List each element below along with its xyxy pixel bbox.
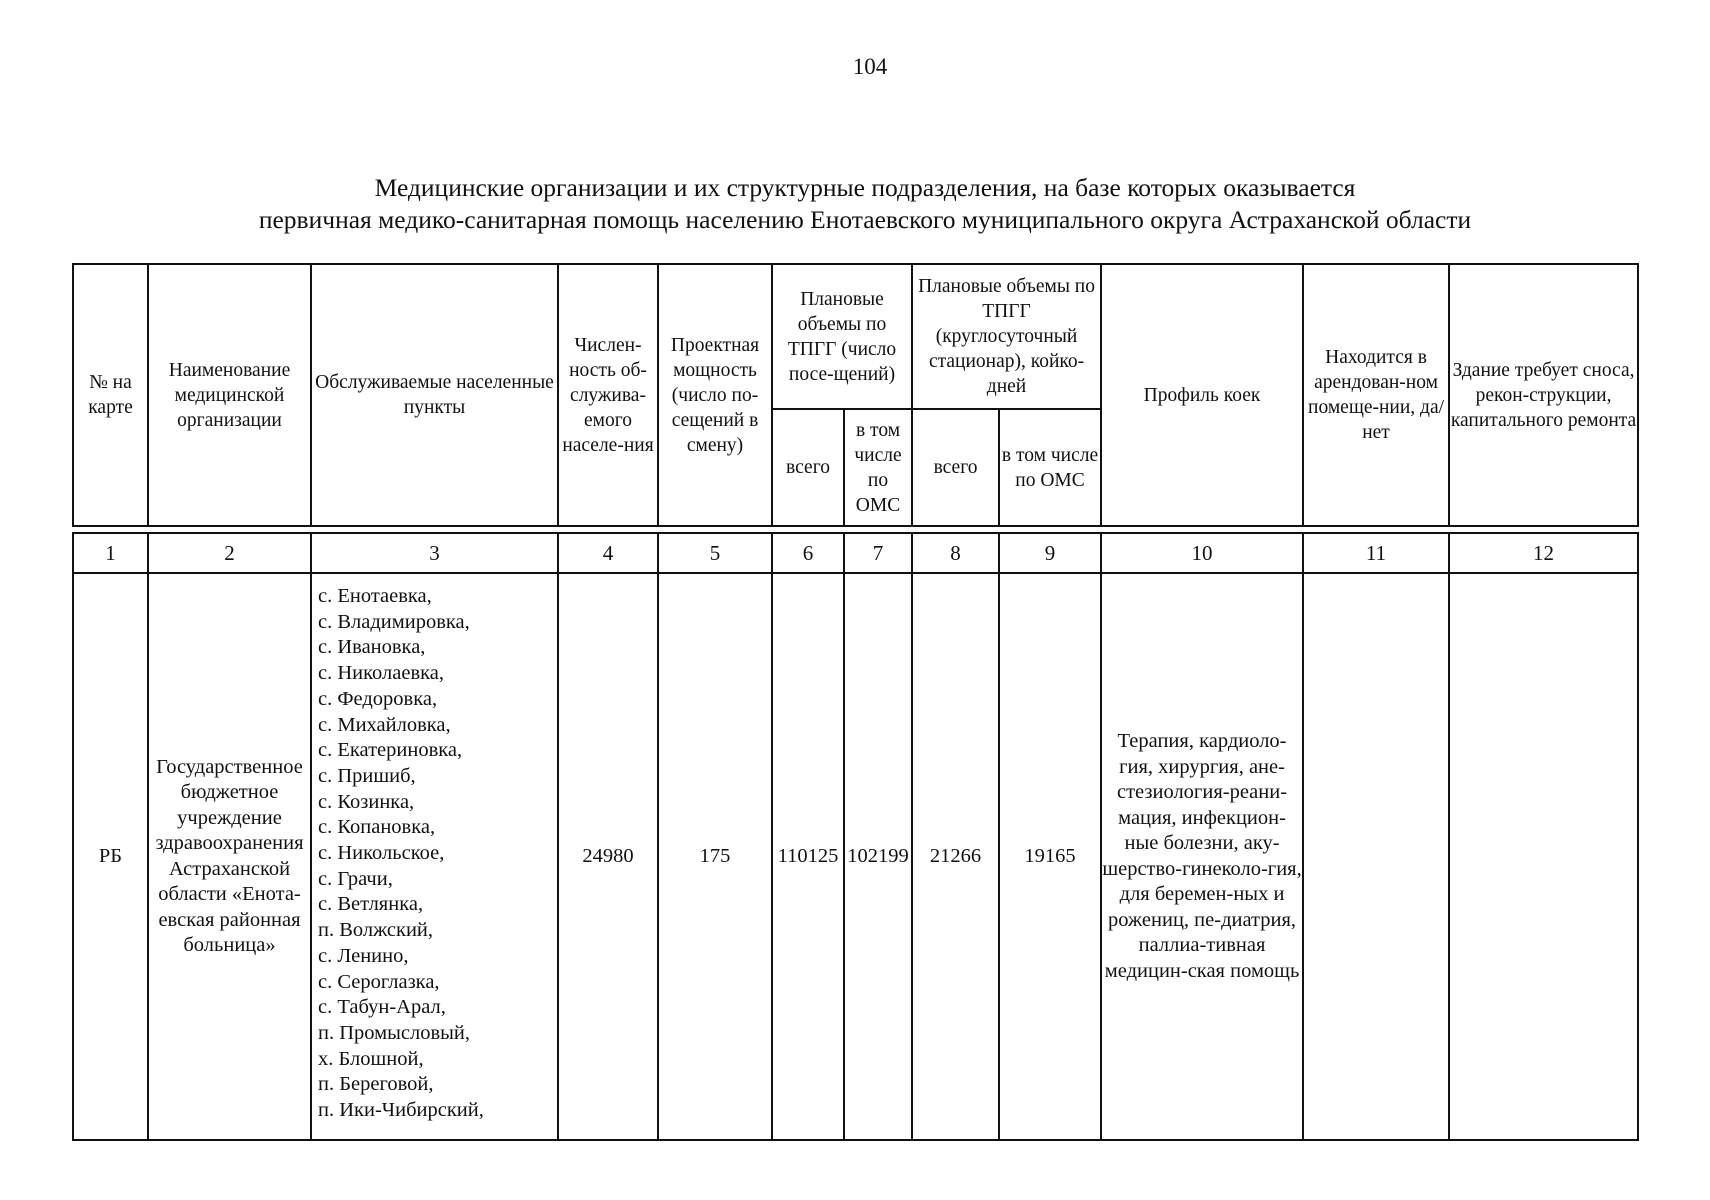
place-item: с. Михайловка, — [318, 713, 451, 736]
document-title — [150, 172, 1580, 236]
place-item: с. Николаевка, — [318, 662, 445, 685]
column-number: 5 — [658, 533, 772, 573]
place-item: п. Ики-Чибирский, — [318, 1099, 484, 1122]
place-item: с. Ивановка, — [318, 636, 426, 659]
header-beddays-total: всего — [912, 409, 999, 526]
needs-repair-value — [1449, 573, 1638, 1140]
column-number: 7 — [844, 533, 912, 573]
place-item: п. Промысловый, — [318, 1021, 471, 1044]
column-numbers-row — [73, 533, 1638, 573]
population-value: 24980 — [558, 573, 658, 1140]
place-item: с. Грачи, — [318, 867, 393, 890]
header-bed-profile: Профиль коек — [1101, 264, 1303, 526]
column-number: 9 — [999, 533, 1101, 573]
place-item: с. Ветлянка, — [318, 893, 424, 916]
header-map-no: № на карте — [73, 264, 148, 526]
beddays-total-value: 21266 — [912, 573, 999, 1140]
medical-organizations-table — [72, 263, 1639, 1141]
visits-total-value: 110125 — [772, 573, 844, 1140]
header-rented: Находится в арендован-ном помеще-нии, да/нет — [1303, 264, 1449, 526]
place-item: с. Табун-Арал, — [318, 996, 446, 1019]
rented-value — [1303, 573, 1449, 1140]
title-line-2: первичная медико-санитарная помощь населению Енотаевского муниципального округа Астраханской области — [258, 205, 1472, 234]
place-item: с. Екатериновка, — [318, 739, 463, 762]
visits-oms-value: 102199 — [844, 573, 912, 1140]
column-number: 11 — [1303, 533, 1449, 573]
beddays-oms-value: 19165 — [999, 573, 1101, 1140]
place-item: с. Пришиб, — [318, 764, 416, 787]
place-item: с. Копановка, — [318, 816, 436, 839]
header-separator — [73, 526, 1638, 533]
place-item: с. Федоровка, — [318, 687, 438, 710]
header-capacity: Проектная мощность (число по-сещений в смену) — [658, 264, 772, 526]
header-org-name: Наименование медицинской организации — [148, 264, 311, 526]
column-number: 12 — [1449, 533, 1638, 573]
column-number: 2 — [148, 533, 311, 573]
header-visits-oms: в том числе по ОМС — [844, 409, 912, 526]
header-places: Обслуживаемые населенные пункты — [311, 264, 558, 526]
column-number: 10 — [1101, 533, 1303, 573]
header-beddays-oms: в том числе по ОМС — [999, 409, 1101, 526]
title-line-1: Медицинские организации и их структурные подразделения, на базе которых оказывается — [374, 173, 1356, 202]
place-item: с. Ленино, — [318, 944, 409, 967]
place-item: с. Енотаевка, — [318, 585, 432, 607]
served-places — [311, 573, 558, 1140]
column-number: 6 — [772, 533, 844, 573]
column-number: 3 — [311, 533, 558, 573]
bed-profile-value: Терапия, кардиоло-гия, хирургия, ане-стезиология-реани-мация, инфекцион-ные болезни, аку-шерство-гинеколо-гия, для беремен-ных и рожениц, пе-диатрия, паллиа-тивная медицин-ская помощь — [1101, 573, 1303, 1140]
header-population: Числен-ность об-служива-емого населе-ния — [558, 264, 658, 526]
column-number: 4 — [558, 533, 658, 573]
table-row — [73, 573, 1638, 1140]
header-visits-total: всего — [772, 409, 844, 526]
place-item: х. Блошной, — [318, 1047, 424, 1070]
column-number: 1 — [73, 533, 148, 573]
page-number: 104 — [852, 54, 888, 79]
header-planned-bed-days: Плановые объемы по ТПГГ (круглосуточный стационар), койко-дней — [912, 264, 1101, 409]
place-item: п. Береговой, — [318, 1073, 434, 1096]
place-item: с. Никольское, — [318, 842, 445, 865]
header-needs-repair: Здание требует сноса, рекон-струкции, капитального ремонта — [1449, 264, 1638, 526]
organization-name: Государственное бюджетное учреждение здравоохранения Астраханской области «Енота-евская районная больница» — [148, 573, 311, 1140]
header-planned-visits: Плановые объемы по ТПГГ (число посе-щений) — [772, 264, 912, 409]
place-item: п. Волжский, — [318, 919, 434, 942]
column-number: 8 — [912, 533, 999, 573]
capacity-value: 175 — [658, 573, 772, 1140]
place-item: с. Козинка, — [318, 790, 415, 813]
place-item: с. Владимировка, — [318, 610, 470, 633]
map-number: РБ — [73, 573, 148, 1140]
place-item: с. Сероглазка, — [318, 970, 440, 993]
